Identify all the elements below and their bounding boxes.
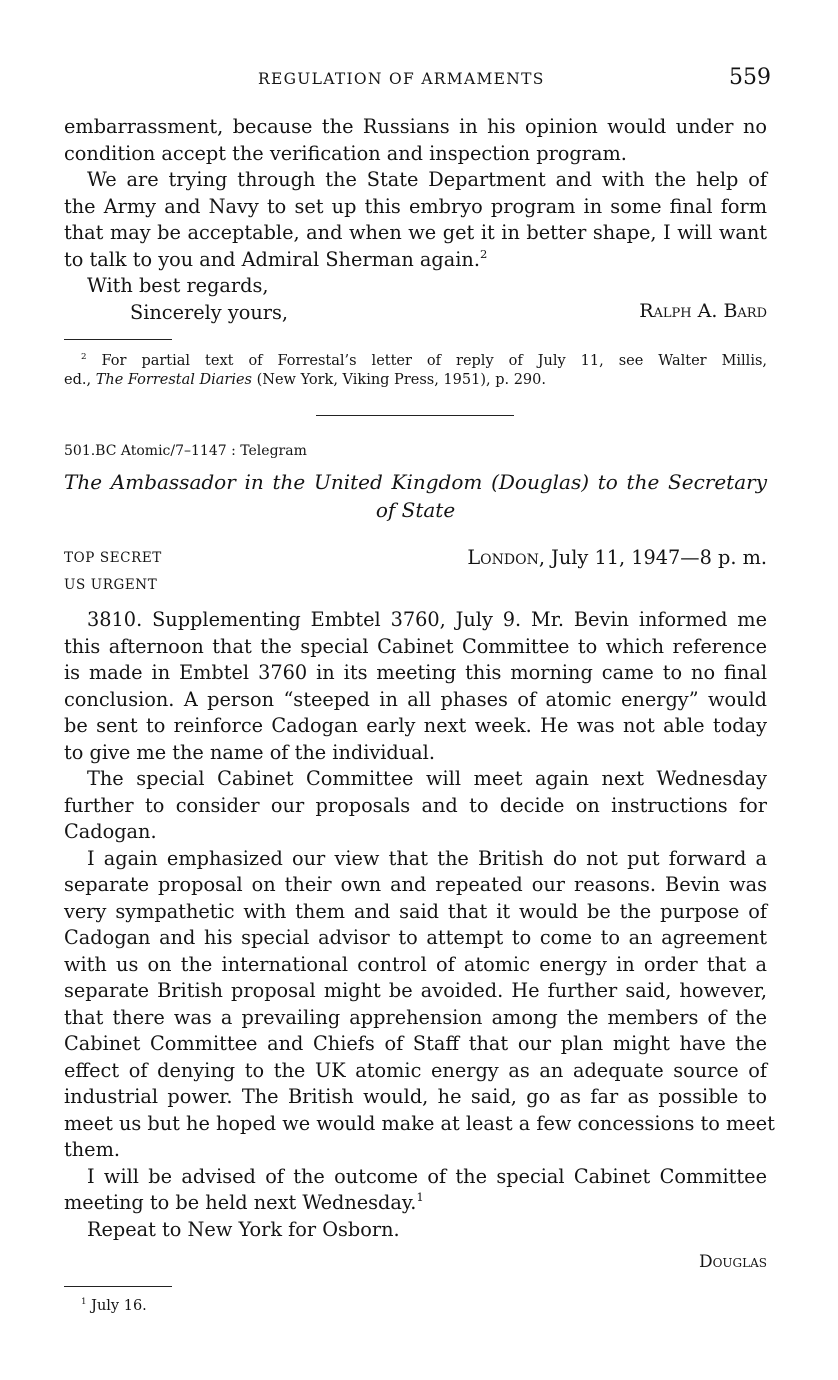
heading-line: of State: [375, 498, 456, 522]
signature-text: Ralph A. Bard: [639, 300, 767, 322]
closing-sincerely: Sincerely yours,: [130, 300, 288, 324]
body-line: 3810. Supplementing Embtel 3760, July 9. Mr. Bevin informed me: [87, 608, 767, 631]
telegram-body: [64, 607, 775, 1243]
footnote-text: July 16.: [91, 1298, 147, 1314]
classification-urgent: US URGENT: [64, 577, 158, 593]
body-line: separate British proposal might be avoided. He further said, however,: [64, 979, 767, 1002]
letter-line: embarrassment, because the Russians in his opinion would under no: [64, 115, 767, 138]
document-heading: [64, 468, 767, 524]
body-line: industrial power. The British would, he said, go as far as possible to: [64, 1085, 767, 1108]
footnote-line: [64, 1297, 767, 1316]
body-line: this afternoon that the special Cabinet Committee to which reference: [64, 634, 767, 658]
letter-line: that may be acceptable, and when we get it in better shape, I will want: [64, 221, 767, 244]
footnote-text: For partial text of Forrestal’s letter of reply of July 11, see Walter Millis,: [101, 353, 768, 369]
body-line: Cadogan and his special advisor to attempt to come to an agreement: [64, 926, 767, 949]
letter-line: the Army and Navy to set up this embryo program in some final form: [64, 194, 767, 218]
footnote-marker: 1: [81, 1296, 87, 1307]
page-number: 559: [729, 65, 771, 90]
body-line: be sent to reinforce Cadogan early next week. He was not able today: [64, 714, 767, 737]
body-line: them.: [64, 1138, 120, 1161]
body-line: separate proposal on their own and repeated our reasons. Bevin was: [64, 873, 767, 896]
heading-line: The Ambassador in the United Kingdom (Douglas) to the Secretary: [64, 470, 767, 494]
letter-continuation: [64, 114, 767, 326]
classification-top-secret: TOP SECRET: [64, 550, 162, 566]
dateline-place: London,: [467, 546, 545, 569]
dateline-date: July 11, 1947—8 p. m.: [551, 546, 767, 569]
body-line: I will be advised of the outcome of the special Cabinet Committee: [87, 1164, 767, 1188]
body-line: to give me the name of the individual.: [64, 740, 435, 764]
body-line: meet us but he hoped we would make at least a few concessions to meet: [64, 1111, 775, 1135]
letter-line: [64, 247, 767, 274]
body-line: Cadogan.: [64, 820, 157, 843]
signature-douglas: [699, 1252, 767, 1272]
footnote-rule: [64, 1286, 172, 1287]
signature-text: Douglas: [698, 1252, 767, 1272]
signature-bard: [639, 300, 767, 322]
body-line: The special Cabinet Committee will meet again next Wednesday: [87, 767, 767, 790]
footnote-book-title: The Forrestal Diaries: [95, 372, 253, 388]
footnote-ref: 1: [416, 1189, 424, 1204]
body-line: conclusion. A person “steeped in all phases of atomic energy” would: [64, 687, 767, 711]
dateline: [467, 546, 767, 569]
running-head-title: REGULATION OF ARMAMENTS: [258, 70, 545, 88]
letter-line: We are trying through the State Department and with the help of: [87, 168, 767, 191]
footnote-marker: 2: [81, 351, 87, 362]
body-line: I again emphasized our view that the British do not put forward a: [87, 846, 767, 870]
footnote-ref: 2: [479, 246, 488, 261]
footnote-line: [64, 371, 767, 390]
body-line-text: meeting to be held next Wednesday.: [64, 1191, 417, 1214]
file-number: 501.BC Atomic/7–1147 : Telegram: [64, 443, 307, 459]
body-line: with us on the international control of atomic energy in order that a: [64, 952, 767, 976]
footnote-text: ed.,: [64, 372, 92, 388]
closing-regards: With best regards,: [87, 274, 269, 297]
body-line: that there was a prevailing apprehension among the members of the: [64, 1005, 767, 1029]
body-line: [64, 1190, 767, 1217]
body-line: effect of denying to the UK atomic energy as an adequate source of: [64, 1058, 767, 1082]
body-line: Repeat to New York for Osborn.: [87, 1217, 400, 1241]
body-line: further to consider our proposals and to decide on instructions for: [64, 793, 767, 817]
body-line: Cabinet Committee and Chiefs of Staff that our plan might have the: [64, 1032, 767, 1055]
section-divider: [316, 415, 514, 416]
body-line: very sympathetic with them and said that it would be the purpose of: [64, 899, 767, 923]
footnote-2: [64, 352, 767, 390]
footnote-rule: [64, 339, 172, 340]
letter-line: condition accept the verification and inspection program.: [64, 141, 627, 165]
letter-line-text: to talk to you and Admiral Sherman again.: [64, 247, 480, 271]
footnote-text: (New York, Viking Press, 1951), p. 290.: [256, 372, 546, 388]
body-line: is made in Embtel 3760 in its meeting this morning came to no final: [64, 661, 767, 684]
footnote-line: [64, 352, 767, 371]
footnote-1: [64, 1297, 767, 1316]
